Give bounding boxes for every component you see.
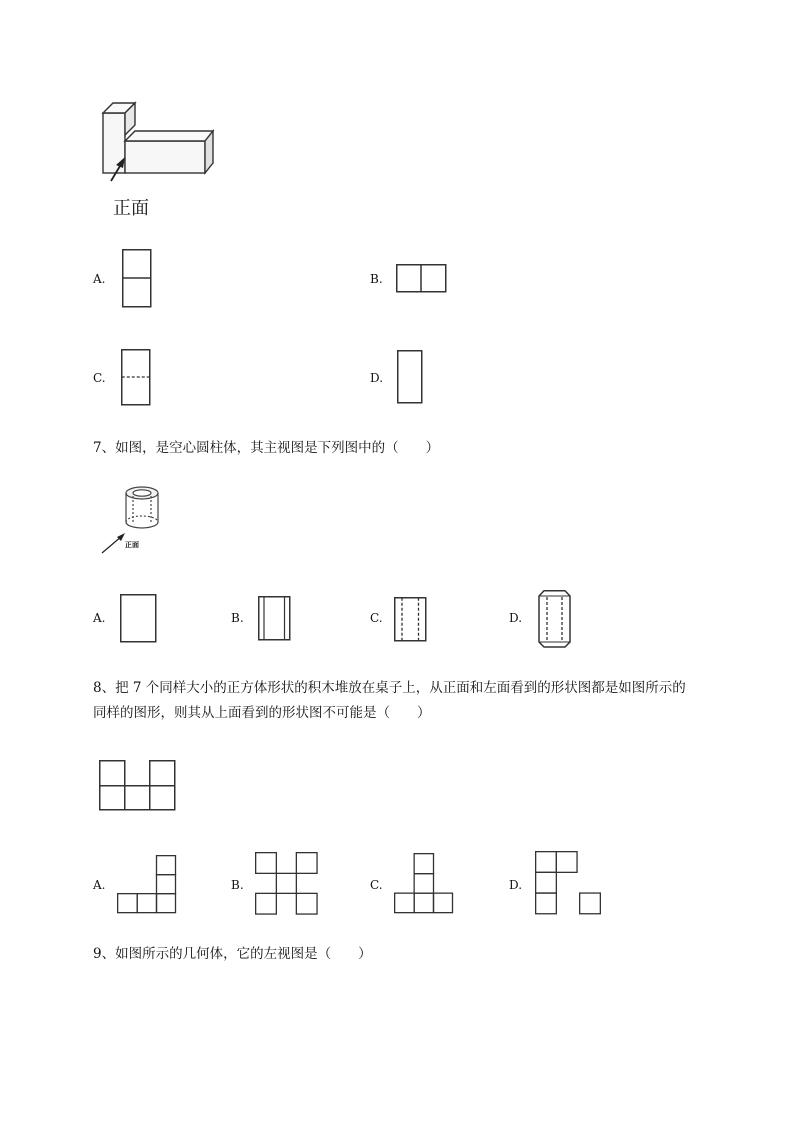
q7-question-text: 7、如图，是空心圆柱体，其主视图是下列图中的（ ） [93, 440, 440, 456]
q7-option-d-label: D. [509, 611, 523, 625]
q6-front-label: 正面 [113, 198, 149, 219]
q6-l-shape-solid-figure [95, 95, 225, 180]
q8-option-c-figure [394, 853, 454, 915]
q6-option-b-figure [396, 264, 448, 294]
q8-option-d-label: D. [509, 878, 523, 892]
q7-option-d-figure [538, 590, 572, 650]
q8-option-b-label: B. [231, 878, 244, 892]
q8-question-line1: 8、把 7 个同样大小的正方体形状的积木堆放在桌子上，从正面和左面看到的形状图都是如图所示的 [93, 680, 686, 696]
q7-option-c-figure [394, 597, 428, 643]
q8-option-b-figure [255, 852, 319, 916]
q6-option-d-figure [397, 350, 424, 405]
q8-option-d-figure [535, 851, 603, 915]
q7-option-b-figure [258, 596, 292, 642]
q8-option-a-label: A. [93, 878, 106, 892]
q6-option-a-figure [122, 249, 152, 309]
q8-option-a-figure [117, 855, 177, 915]
q8-option-c-label: C. [370, 878, 383, 892]
q6-option-b-label: B. [370, 272, 383, 286]
q6-option-a-label: A. [93, 272, 106, 286]
q7-option-a-figure [120, 594, 158, 644]
q8-question-text [93, 676, 743, 726]
q8-reference-view-figure [99, 760, 177, 812]
q6-option-c-label: C. [93, 371, 106, 385]
q9-question-text: 9、如图所示的几何体，它的左视图是（ ） [93, 946, 372, 962]
q7-option-a-label: A. [93, 611, 106, 625]
q6-option-c-figure [121, 349, 152, 407]
q6-option-d-label: D. [370, 371, 384, 385]
q7-front-label: 正面 [125, 541, 139, 549]
q7-option-b-label: B. [231, 611, 244, 625]
q8-question-line2: 同样的图形，则其从上面看到的形状图不可能是（ ） [93, 705, 431, 721]
q7-option-c-label: C. [370, 611, 383, 625]
